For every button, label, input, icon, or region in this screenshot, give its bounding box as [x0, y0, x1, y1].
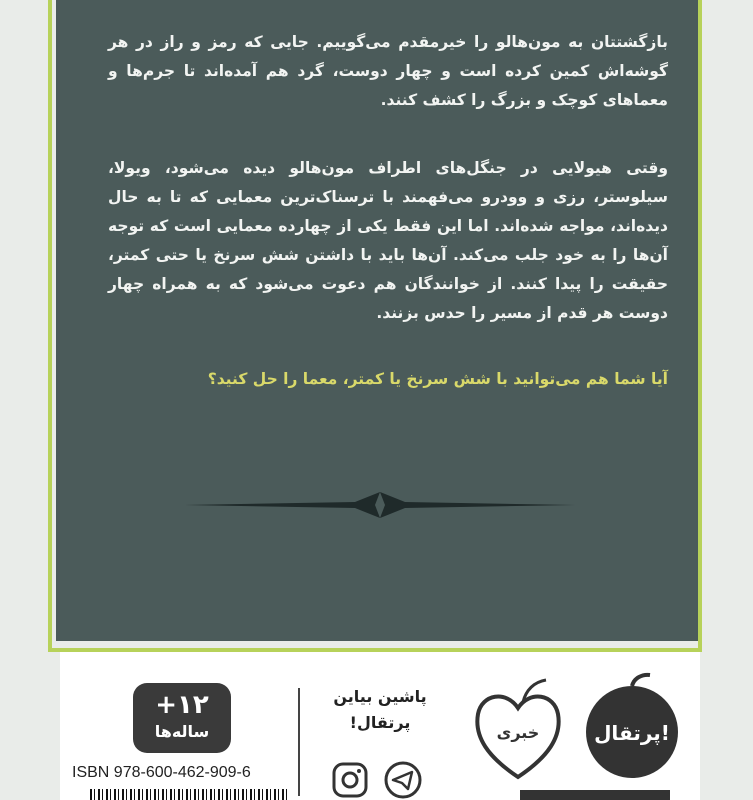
telegram-icon[interactable]: [383, 760, 423, 800]
publisher-imprint-bar: [520, 790, 670, 800]
description-paragraph-2: وقتی هیولایی در جنگل‌های اطراف مون‌هالو دیده می‌شود، ویولا، سیلوستر، رزی و وودرو می‌فهمند با ترسناک‌ترین معمایی که تا به حال دیده‌اند، مواجه شده‌اند. اما این فقط یکی از چهارده معمایی است که توجه آن‌ها را به خود جلب می‌کند. آن‌ها باید با داشتن شش سرنخ یا حتی کمتر، حقیقت را پیدا کنند. از خوانندگان هم دعوت می‌شود که به همراه چهار دوست هر قدم از مسیر را حدس بزنند.: [108, 159, 668, 322]
highlight-question: آیا شما هم می‌توانید با شش سرنخ یا کمتر، معما را حل کنید؟: [207, 370, 668, 388]
ornamental-divider: [185, 490, 575, 520]
description-paragraph-1: بازگشتتان به مون‌هالو را خیرمقدم می‌گوییم. جایی که رمز و راز در هر گوشه‌اش کمین کرده است و چهار دوست، گرد هم آمده‌اند تا جرم‌ها و معماهای کوچک و بزرگ را کشف کنند.: [108, 33, 668, 109]
vertical-separator: [298, 688, 300, 796]
follow-line-2: پرتقال!: [349, 713, 411, 732]
follow-us-text: [310, 684, 450, 736]
heart-logo-text: خبری: [496, 723, 540, 742]
isbn-number: ISBN 978-600-462-909-6: [72, 764, 251, 781]
barcode: [90, 789, 290, 800]
instagram-icon[interactable]: [330, 760, 370, 800]
age-rating-badge: [133, 683, 231, 753]
age-rating-label: ساله‌ها: [154, 722, 210, 741]
heart-logo: [468, 672, 568, 792]
publisher-logo-text: پرتقال!: [594, 721, 670, 745]
follow-line-1: پاشین بیاین: [333, 687, 427, 706]
publisher-logo: [578, 672, 686, 782]
age-rating-value: +۱۲: [155, 690, 209, 720]
